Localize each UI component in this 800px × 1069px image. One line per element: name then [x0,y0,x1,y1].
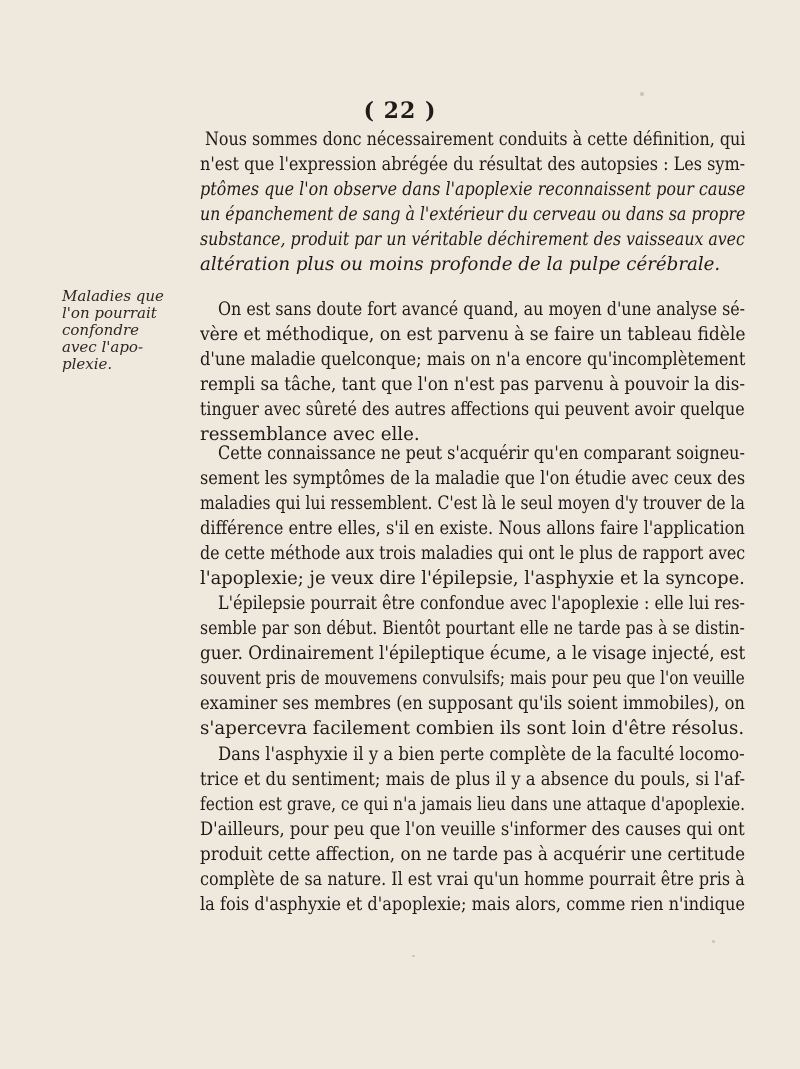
text-line: d'une maladie quelconque; mais on n'a encore qu'incomplètement [200,349,746,370]
text-line: On est sans doute fort avancé quand, au moyen d'une analyse sé- [218,299,746,320]
text-line: la fois d'asphyxie et d'apoplexie; mais alors, comme rien n'indique [200,894,745,915]
text-line: trice et du sentiment; mais de plus il y a absence du pouls, si l'af- [200,769,746,790]
paper-speck [640,92,644,96]
text-line: sement les symptômes de la maladie que l'on étudie avec ceux des [200,468,746,489]
paper-speck [412,955,415,957]
margin-note-line: Maladies que [62,287,164,305]
margin-note-line: confondre [62,321,139,339]
text-line: ptômes que l'on observe dans l'apoplexie reconnaissent pour cause [200,179,746,200]
margin-note-line: avec l'apo- [62,338,144,356]
margin-note [62,288,182,373]
text-line: l'apoplexie; je veux dire l'épilepsie, l'asphyxie et la syncope. [200,568,745,589]
text-line: tinguer avec sûreté des autres affections qui peuvent avoir quelque [200,399,745,420]
text-line: Cette connaissance ne peut s'acquérir qu'en comparant soigneu- [218,443,745,464]
text-line: altération plus ou moins profonde de la pulpe cérébrale. [200,254,721,275]
paper-speck [712,940,715,943]
text-line: examiner ses membres (en supposant qu'ils soient immobiles), on [200,693,745,714]
text-line: complète de sa nature. Il est vrai qu'un homme pourrait être pris à [200,869,745,890]
text-line: D'ailleurs, pour peu que l'on veuille s'informer des causes qui ont [200,819,745,840]
text-line: semble par son début. Bientôt pourtant elle ne tarde pas à se distin- [200,618,745,639]
text-line: vère et méthodique, on est parvenu à se faire un tableau fidèle [200,324,746,345]
text-line: différence entre elles, s'il en existe. Nous allons faire l'application [200,518,745,539]
margin-note-line: l'on pourrait [62,304,157,322]
text-line: de cette méthode aux trois maladies qui ont le plus de rapport avec [200,543,746,564]
text-line: Dans l'asphyxie il y a bien perte complète de la faculté locomo- [218,744,745,765]
text-line: produit cette affection, on ne tarde pas à acquérir une certitude [200,844,745,865]
text-line: fection est grave, ce qui n'a jamais lieu dans une attaque d'apoplexie. [200,794,746,815]
text-line: souvent pris de mouvemens convulsifs; mais pour peu que l'on veuille [200,668,745,689]
text-line: substance, produit par un véritable déchirement des vaisseaux avec [200,229,745,250]
text-line: L'épilepsie pourrait être confondue avec l'apoplexie : elle lui res- [218,593,745,614]
text-line: n'est que l'expression abrégée du résultat des autopsies : Les sym- [200,154,746,175]
text-line: maladies qui lui ressemblent. C'est là le seul moyen d'y trouver de la [200,493,745,514]
text-line: s'apercevra facilement combien ils sont loin d'être résolus. [200,718,745,739]
text-line: un épanchement de sang à l'extérieur du cerveau ou dans sa propre [200,204,746,225]
margin-note-line: plexie. [62,355,113,373]
text-line: rempli sa tâche, tant que l'on n'est pas parvenu à pouvoir la dis- [200,374,745,395]
page-number: ( 22 ) [363,98,437,124]
text-line: ressemblance avec elle. [200,424,420,445]
text-line: Nous sommes donc nécessairement conduits à cette définition, qui [205,129,746,150]
text-line: guer. Ordinairement l'épileptique écume, a le visage injecté, est [200,643,746,664]
